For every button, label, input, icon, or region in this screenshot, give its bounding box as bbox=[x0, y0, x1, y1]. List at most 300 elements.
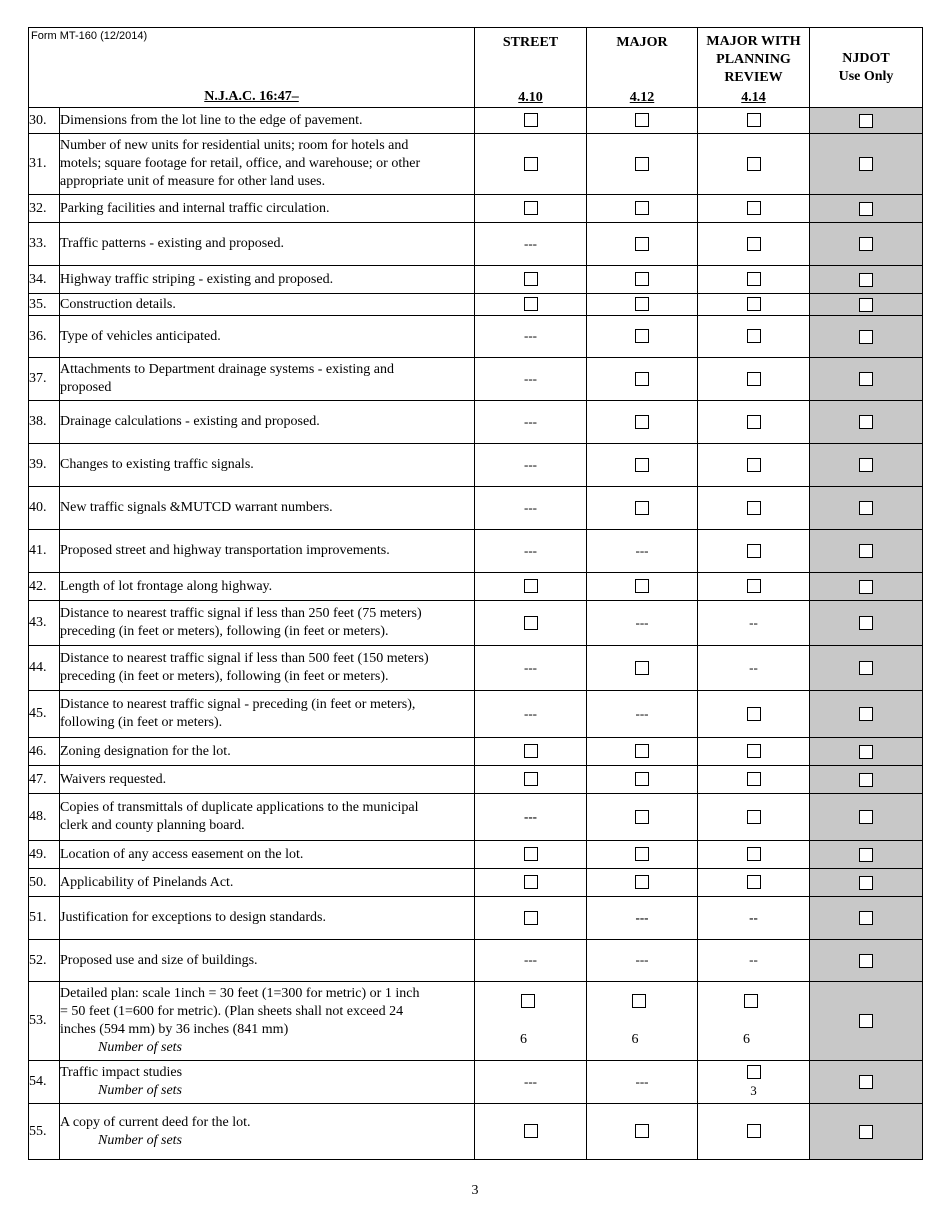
item-number: 34. bbox=[29, 266, 60, 294]
cell-street bbox=[475, 869, 587, 897]
description-line: preceding (in feet or meters), following (in feet or meters). bbox=[60, 669, 389, 684]
cell-major bbox=[587, 401, 698, 444]
item-description bbox=[60, 646, 475, 691]
description-line: following (in feet or meters). bbox=[60, 715, 223, 730]
item-number: 47. bbox=[29, 766, 60, 794]
description-line: Traffic impact studies bbox=[60, 1065, 183, 1080]
checkbox[interactable] bbox=[635, 1124, 649, 1138]
cell-street bbox=[475, 601, 587, 646]
table-row bbox=[29, 766, 923, 794]
description-line: Traffic patterns - existing and proposed. bbox=[60, 236, 284, 251]
cell-major-planning bbox=[698, 294, 810, 316]
cell-njdot bbox=[810, 897, 923, 940]
item-number: 32. bbox=[29, 195, 60, 223]
cell-major-planning bbox=[698, 266, 810, 294]
description-line: Drainage calculations - existing and proposed. bbox=[60, 414, 320, 429]
checkbox[interactable] bbox=[524, 616, 538, 630]
not-applicable-dash: -- bbox=[749, 952, 758, 967]
item-description bbox=[60, 794, 475, 841]
column-code: 4.14 bbox=[741, 90, 766, 105]
checkbox[interactable] bbox=[747, 810, 761, 824]
cell-njdot bbox=[810, 1061, 923, 1104]
checkbox[interactable] bbox=[747, 1124, 761, 1138]
item-description bbox=[60, 940, 475, 982]
description-line: clerk and county planning board. bbox=[60, 818, 245, 833]
not-applicable-dash: --- bbox=[524, 952, 537, 967]
checkbox[interactable] bbox=[524, 297, 538, 311]
cell-street bbox=[475, 841, 587, 869]
table-row bbox=[29, 223, 923, 266]
cell-street bbox=[475, 266, 587, 294]
item-number: 44. bbox=[29, 646, 60, 691]
checkbox[interactable] bbox=[747, 579, 761, 593]
not-applicable-dash: --- bbox=[524, 808, 537, 824]
njdot-checkbox[interactable] bbox=[859, 157, 873, 171]
column-title: MAJOR bbox=[616, 35, 668, 50]
item-description bbox=[60, 401, 475, 444]
table-row bbox=[29, 738, 923, 766]
cell-njdot bbox=[810, 316, 923, 358]
description-line: Waivers requested. bbox=[60, 771, 167, 787]
item-number: 55. bbox=[29, 1104, 60, 1160]
description-line: Distance to nearest traffic signal if less than 500 feet (150 meters) bbox=[60, 651, 429, 666]
njdot-checkbox[interactable] bbox=[859, 202, 873, 216]
item-number: 39. bbox=[29, 444, 60, 487]
checkbox[interactable] bbox=[747, 544, 761, 558]
checkbox[interactable] bbox=[747, 415, 761, 429]
checkbox[interactable] bbox=[747, 1065, 761, 1079]
checkbox[interactable] bbox=[635, 772, 649, 786]
njdot-checkbox[interactable] bbox=[859, 707, 873, 721]
table-row bbox=[29, 294, 923, 316]
item-description bbox=[60, 766, 475, 794]
table-row bbox=[29, 982, 923, 1061]
njdot-checkbox[interactable] bbox=[859, 1125, 873, 1139]
checkbox[interactable] bbox=[747, 272, 761, 286]
item-description bbox=[60, 316, 475, 358]
cell-major bbox=[587, 738, 698, 766]
not-applicable-dash: -- bbox=[749, 614, 758, 630]
njdot-checkbox[interactable] bbox=[859, 415, 873, 429]
checkbox[interactable] bbox=[635, 661, 649, 675]
description-line: appropriate unit of measure for other land uses. bbox=[60, 174, 326, 189]
checkbox[interactable] bbox=[521, 994, 535, 1008]
header-row bbox=[29, 28, 923, 108]
cell-major-planning bbox=[698, 223, 810, 266]
checkbox[interactable] bbox=[747, 847, 761, 861]
cell-major-planning bbox=[698, 316, 810, 358]
item-number: 52. bbox=[29, 940, 60, 982]
checkbox[interactable] bbox=[635, 329, 649, 343]
not-applicable-dash: --- bbox=[524, 705, 537, 721]
description-line: = 50 feet (1=600 for metric). (Plan sheets shall not exceed 24 bbox=[60, 1004, 404, 1019]
cell-major-planning bbox=[698, 869, 810, 897]
cell-major-planning bbox=[698, 1061, 810, 1104]
cell-major-planning bbox=[698, 573, 810, 601]
not-applicable-dash: --- bbox=[524, 659, 537, 675]
not-applicable-dash: --- bbox=[524, 456, 537, 472]
checkbox[interactable] bbox=[747, 744, 761, 758]
table-row bbox=[29, 530, 923, 573]
table-row bbox=[29, 266, 923, 294]
njdot-checkbox[interactable] bbox=[859, 876, 873, 890]
checkbox[interactable] bbox=[747, 201, 761, 215]
item-number: 37. bbox=[29, 358, 60, 401]
item-number: 35. bbox=[29, 294, 60, 316]
column-title: MAJOR WITH PLANNING REVIEW bbox=[706, 34, 801, 85]
cell-njdot bbox=[810, 294, 923, 316]
not-applicable-dash: -- bbox=[749, 659, 758, 675]
cell-street bbox=[475, 108, 587, 134]
item-number: 50. bbox=[29, 869, 60, 897]
item-description bbox=[60, 134, 475, 195]
cell-major-planning bbox=[698, 487, 810, 530]
not-applicable-dash: --- bbox=[635, 1073, 649, 1089]
not-applicable-dash: --- bbox=[524, 542, 537, 558]
checkbox[interactable] bbox=[635, 372, 649, 386]
checkbox[interactable] bbox=[747, 772, 761, 786]
cell-major-planning bbox=[698, 401, 810, 444]
column-street bbox=[475, 28, 587, 108]
cell-street bbox=[475, 223, 587, 266]
cell-njdot bbox=[810, 1104, 923, 1160]
cell-njdot bbox=[810, 738, 923, 766]
cell-njdot bbox=[810, 691, 923, 738]
table-row bbox=[29, 108, 923, 134]
description-line: Dimensions from the lot line to the edge of pavement. bbox=[60, 112, 363, 128]
cell-njdot bbox=[810, 134, 923, 195]
description-line: Type of vehicles anticipated. bbox=[60, 328, 221, 344]
checkbox[interactable] bbox=[635, 875, 649, 889]
njdot-checkbox[interactable] bbox=[859, 544, 873, 558]
item-description bbox=[60, 530, 475, 573]
description-line: Attachments to Department drainage systems - existing and bbox=[60, 362, 394, 377]
checkbox[interactable] bbox=[524, 157, 538, 171]
sets-count: 3 bbox=[750, 1083, 757, 1098]
cell-major-planning bbox=[698, 108, 810, 134]
header-left bbox=[29, 28, 475, 108]
cell-major bbox=[587, 841, 698, 869]
njdot-checkbox[interactable] bbox=[859, 1014, 873, 1028]
table-row bbox=[29, 1104, 923, 1160]
cell-major-planning bbox=[698, 766, 810, 794]
table-row bbox=[29, 794, 923, 841]
item-description bbox=[60, 195, 475, 223]
description-line: motels; square footage for retail, office, and warehouse; or other bbox=[60, 156, 421, 171]
cell-major bbox=[587, 487, 698, 530]
njdot-checkbox[interactable] bbox=[859, 1075, 873, 1089]
checkbox[interactable] bbox=[524, 847, 538, 861]
cell-major bbox=[587, 294, 698, 316]
njdot-checkbox[interactable] bbox=[859, 773, 873, 787]
cell-njdot bbox=[810, 530, 923, 573]
checkbox[interactable] bbox=[524, 113, 538, 127]
not-applicable-dash: --- bbox=[524, 328, 537, 343]
description-line: Detailed plan: scale 1inch = 30 feet (1=300 for metric) or 1 inch bbox=[60, 986, 420, 1001]
item-description bbox=[60, 487, 475, 530]
item-number: 43. bbox=[29, 601, 60, 646]
item-description bbox=[60, 1104, 475, 1160]
cell-major bbox=[587, 940, 698, 982]
description-line: Proposed street and highway transportation improvements. bbox=[60, 543, 390, 558]
cell-major-planning bbox=[698, 601, 810, 646]
checkbox[interactable] bbox=[747, 297, 761, 311]
cell-street bbox=[475, 316, 587, 358]
cell-njdot bbox=[810, 401, 923, 444]
cell-major-planning bbox=[698, 982, 810, 1061]
njdot-checkbox[interactable] bbox=[859, 810, 873, 824]
cell-major bbox=[587, 530, 698, 573]
table-row bbox=[29, 134, 923, 195]
item-description bbox=[60, 1061, 475, 1104]
not-applicable-dash: --- bbox=[635, 614, 649, 630]
not-applicable-dash: --- bbox=[524, 413, 537, 429]
cell-njdot bbox=[810, 573, 923, 601]
checkbox[interactable] bbox=[524, 911, 538, 925]
cell-njdot bbox=[810, 869, 923, 897]
cell-major-planning bbox=[698, 897, 810, 940]
description-line: Distance to nearest traffic signal if less than 250 feet (75 meters) bbox=[60, 606, 422, 621]
checkbox[interactable] bbox=[524, 201, 538, 215]
form-id: Form MT-160 (12/2014) bbox=[31, 30, 148, 42]
cell-major bbox=[587, 982, 698, 1061]
cell-major bbox=[587, 646, 698, 691]
cell-major-planning bbox=[698, 841, 810, 869]
cell-street bbox=[475, 573, 587, 601]
description-line: Parking facilities and internal traffic circulation. bbox=[60, 200, 330, 216]
checkbox[interactable] bbox=[524, 272, 538, 286]
njdot-checkbox[interactable] bbox=[859, 616, 873, 630]
cell-major bbox=[587, 601, 698, 646]
sets-cell bbox=[698, 994, 809, 1048]
checkbox[interactable] bbox=[747, 237, 761, 251]
description-line: Location of any access easement on the lot. bbox=[60, 846, 304, 862]
checkbox[interactable] bbox=[747, 372, 761, 386]
njdot-checkbox[interactable] bbox=[859, 114, 873, 128]
cell-street bbox=[475, 195, 587, 223]
item-number: 54. bbox=[29, 1061, 60, 1104]
cell-njdot bbox=[810, 601, 923, 646]
not-applicable-dash: -- bbox=[749, 909, 758, 925]
table-row bbox=[29, 841, 923, 869]
sets-count: 6 bbox=[743, 1032, 750, 1047]
cell-major-planning bbox=[698, 646, 810, 691]
njdot-checkbox[interactable] bbox=[859, 237, 873, 251]
checkbox[interactable] bbox=[747, 113, 761, 127]
item-description bbox=[60, 294, 475, 316]
njdot-checkbox[interactable] bbox=[859, 298, 873, 312]
table-row bbox=[29, 869, 923, 897]
cell-njdot bbox=[810, 266, 923, 294]
description-line: Changes to existing traffic signals. bbox=[60, 457, 254, 472]
cell-street bbox=[475, 691, 587, 738]
table-row bbox=[29, 1061, 923, 1104]
cell-major bbox=[587, 195, 698, 223]
njdot-checkbox[interactable] bbox=[859, 580, 873, 594]
checkbox[interactable] bbox=[635, 157, 649, 171]
cell-major bbox=[587, 794, 698, 841]
description-line: Proposed use and size of buildings. bbox=[60, 952, 258, 968]
cell-njdot bbox=[810, 358, 923, 401]
item-description bbox=[60, 897, 475, 940]
description-line: New traffic signals &MUTCD warrant numbers. bbox=[60, 500, 333, 515]
cell-major bbox=[587, 869, 698, 897]
item-number: 49. bbox=[29, 841, 60, 869]
checkbox[interactable] bbox=[635, 113, 649, 127]
cell-njdot bbox=[810, 940, 923, 982]
checkbox[interactable] bbox=[635, 237, 649, 251]
cell-street bbox=[475, 1061, 587, 1104]
cell-njdot bbox=[810, 223, 923, 266]
cell-street bbox=[475, 738, 587, 766]
not-applicable-dash: --- bbox=[635, 952, 649, 967]
njdot-checkbox[interactable] bbox=[859, 911, 873, 925]
checkbox[interactable] bbox=[635, 744, 649, 758]
checkbox[interactable] bbox=[635, 272, 649, 286]
checkbox[interactable] bbox=[635, 415, 649, 429]
checklist-table bbox=[28, 27, 923, 1160]
sets-cell bbox=[475, 994, 586, 1048]
item-description bbox=[60, 982, 475, 1061]
cell-major-planning bbox=[698, 1104, 810, 1160]
table-row bbox=[29, 691, 923, 738]
checkbox[interactable] bbox=[747, 458, 761, 472]
cell-street bbox=[475, 766, 587, 794]
table-row bbox=[29, 601, 923, 646]
not-applicable-dash: --- bbox=[635, 705, 649, 721]
not-applicable-dash: --- bbox=[524, 370, 537, 386]
checklist-body bbox=[29, 108, 923, 1160]
njdot-checkbox[interactable] bbox=[859, 273, 873, 287]
cell-major bbox=[587, 358, 698, 401]
description-line: inches (594 mm) by 36 inches (841 mm) bbox=[60, 1022, 289, 1037]
checkbox[interactable] bbox=[524, 1124, 538, 1138]
njdot-checkbox[interactable] bbox=[859, 458, 873, 472]
item-description bbox=[60, 691, 475, 738]
checkbox[interactable] bbox=[632, 994, 646, 1008]
cell-street bbox=[475, 487, 587, 530]
item-description bbox=[60, 108, 475, 134]
njdot-checkbox[interactable] bbox=[859, 330, 873, 344]
cell-major bbox=[587, 766, 698, 794]
cell-major bbox=[587, 108, 698, 134]
item-number: 40. bbox=[29, 487, 60, 530]
description-line: Distance to nearest traffic signal - preceding (in feet or meters), bbox=[60, 697, 416, 712]
njdot-checkbox[interactable] bbox=[859, 848, 873, 862]
checkbox[interactable] bbox=[524, 579, 538, 593]
cell-njdot bbox=[810, 444, 923, 487]
item-description bbox=[60, 601, 475, 646]
number-of-sets-label: Number of sets bbox=[98, 1083, 182, 1098]
cell-major bbox=[587, 134, 698, 195]
checkbox[interactable] bbox=[635, 810, 649, 824]
table-row bbox=[29, 940, 923, 982]
checkbox[interactable] bbox=[747, 875, 761, 889]
cell-major bbox=[587, 266, 698, 294]
item-number: 38. bbox=[29, 401, 60, 444]
column-code: 4.10 bbox=[518, 90, 543, 105]
cell-street bbox=[475, 646, 587, 691]
checkbox[interactable] bbox=[747, 329, 761, 343]
cell-major-planning bbox=[698, 358, 810, 401]
checkbox[interactable] bbox=[524, 772, 538, 786]
not-applicable-dash: --- bbox=[635, 542, 649, 558]
regulation-label: N.J.A.C. 16:47– bbox=[204, 89, 299, 104]
item-number: 45. bbox=[29, 691, 60, 738]
cell-street bbox=[475, 982, 587, 1061]
cell-major bbox=[587, 1104, 698, 1160]
cell-street bbox=[475, 401, 587, 444]
njdot-checkbox[interactable] bbox=[859, 661, 873, 675]
njdot-checkbox[interactable] bbox=[859, 372, 873, 386]
description-line: Zoning designation for the lot. bbox=[60, 743, 231, 759]
checkbox[interactable] bbox=[635, 847, 649, 861]
checkbox[interactable] bbox=[524, 875, 538, 889]
sets-cell bbox=[698, 1065, 809, 1099]
checkbox[interactable] bbox=[635, 297, 649, 311]
checkbox[interactable] bbox=[744, 994, 758, 1008]
cell-street bbox=[475, 940, 587, 982]
checkbox[interactable] bbox=[747, 707, 761, 721]
checkbox[interactable] bbox=[635, 458, 649, 472]
checkbox[interactable] bbox=[747, 157, 761, 171]
number-of-sets-label: Number of sets bbox=[98, 1040, 182, 1055]
checkbox[interactable] bbox=[635, 201, 649, 215]
checkbox[interactable] bbox=[524, 744, 538, 758]
item-number: 51. bbox=[29, 897, 60, 940]
cell-major-planning bbox=[698, 444, 810, 487]
item-description bbox=[60, 573, 475, 601]
cell-njdot bbox=[810, 766, 923, 794]
sets-cell bbox=[587, 994, 697, 1048]
njdot-checkbox[interactable] bbox=[859, 745, 873, 759]
item-number: 30. bbox=[29, 108, 60, 134]
cell-major bbox=[587, 316, 698, 358]
njdot-checkbox[interactable] bbox=[859, 954, 873, 968]
cell-major-planning bbox=[698, 691, 810, 738]
table-row bbox=[29, 487, 923, 530]
table-row bbox=[29, 646, 923, 691]
description-line: A copy of current deed for the lot. bbox=[60, 1114, 251, 1130]
not-applicable-dash: --- bbox=[524, 499, 537, 515]
njdot-checkbox[interactable] bbox=[859, 501, 873, 515]
item-number: 53. bbox=[29, 982, 60, 1061]
cell-street bbox=[475, 134, 587, 195]
column-title: STREET bbox=[502, 35, 559, 50]
item-description bbox=[60, 444, 475, 487]
column-title: NJDOT Use Only bbox=[838, 51, 894, 84]
cell-njdot bbox=[810, 108, 923, 134]
checkbox[interactable] bbox=[747, 501, 761, 515]
checkbox[interactable] bbox=[635, 579, 649, 593]
cell-street bbox=[475, 897, 587, 940]
item-description bbox=[60, 266, 475, 294]
page-number: 3 bbox=[471, 1183, 479, 1198]
sets-count: 6 bbox=[631, 1032, 639, 1047]
sets-count: 6 bbox=[520, 1032, 527, 1047]
column-code: 4.12 bbox=[629, 90, 655, 105]
item-number: 36. bbox=[29, 316, 60, 358]
description-line: Applicability of Pinelands Act. bbox=[60, 874, 234, 890]
description-line: Number of new units for residential units; room for hotels and bbox=[60, 138, 409, 153]
checkbox[interactable] bbox=[635, 501, 649, 515]
cell-street bbox=[475, 444, 587, 487]
cell-njdot bbox=[810, 841, 923, 869]
table-row bbox=[29, 316, 923, 358]
description-line: Copies of transmittals of duplicate applications to the municipal bbox=[60, 800, 419, 815]
description-line: Justification for exceptions to design standards. bbox=[60, 910, 326, 925]
not-applicable-dash: --- bbox=[524, 235, 537, 251]
